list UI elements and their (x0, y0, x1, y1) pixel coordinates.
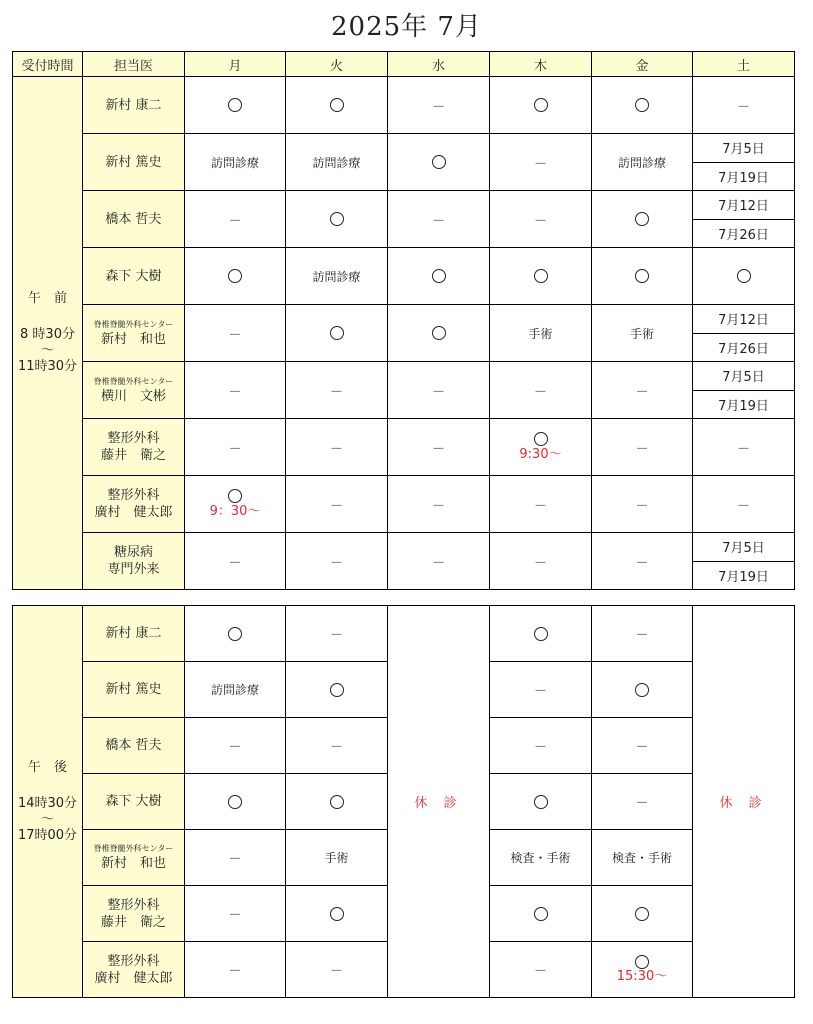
day-cell (286, 248, 388, 305)
available-circle-mark (534, 627, 548, 641)
unavailable-dash: － (228, 964, 242, 979)
schedule-text: 訪問診療 (210, 155, 259, 170)
doctor-name: 橋本 哲夫 (105, 211, 162, 227)
day-cell (286, 134, 388, 191)
wednesday-closed-cell: 休 診 (388, 606, 490, 998)
day-cell (592, 533, 693, 590)
available-circle-mark (534, 98, 548, 112)
saturday-date-cell: 7月19日 (693, 561, 795, 590)
session-end-time: 17時00分 (17, 827, 78, 843)
schedule-text: 訪問診療 (210, 683, 259, 697)
day-cell (286, 77, 388, 134)
day-cell (185, 248, 286, 305)
saturday-date-cell: 7月26日 (693, 333, 795, 362)
day-cell (592, 476, 693, 533)
department-label: 整形外科 (107, 431, 160, 446)
available-circle-mark (534, 795, 548, 809)
doctor-cell (83, 419, 185, 476)
day-cell (592, 305, 693, 362)
schedule-text: 手術 (324, 851, 349, 865)
saturday-date-cell: 7月5日 (693, 134, 795, 163)
day-cell (286, 191, 388, 248)
day-cell (592, 942, 693, 998)
doctor-name: 新村 和也 (100, 856, 166, 871)
doctor-name: 横川 文彬 (100, 388, 166, 404)
day-cell (388, 362, 490, 419)
saturday-cell (693, 419, 795, 476)
day-cell (592, 362, 693, 419)
day-cell (490, 886, 592, 942)
day-cell (286, 662, 388, 718)
day-cell (185, 476, 286, 533)
header-reception-time: 受付時間 (13, 52, 83, 77)
day-cell (490, 533, 592, 590)
day-cell (185, 774, 286, 830)
day-cell (592, 419, 693, 476)
schedule-row (13, 134, 795, 163)
schedule-text: 検査・手術 (611, 851, 672, 865)
unavailable-dash: － (533, 498, 547, 514)
header-doctor: 担当医 (83, 52, 185, 77)
saturday-date-cell: 7月26日 (693, 219, 795, 248)
day-cell (185, 942, 286, 998)
unavailable-dash: － (329, 740, 343, 755)
department-label: 整形外科 (107, 897, 160, 913)
day-cell (490, 419, 592, 476)
doctor-cell (83, 533, 185, 590)
schedule-row (13, 77, 795, 134)
available-circle-mark (534, 269, 548, 283)
available-circle-mark (635, 269, 649, 283)
day-cell (286, 362, 388, 419)
day-cell (490, 718, 592, 774)
day-cell (286, 718, 388, 774)
doctor-cell (83, 774, 185, 830)
start-time-note: 9：30～ (209, 503, 261, 519)
unavailable-dash: － (329, 628, 343, 643)
day-cell (185, 305, 286, 362)
unavailable-dash: － (635, 740, 649, 755)
unavailable-dash: － (635, 498, 649, 514)
day-cell (592, 774, 693, 830)
doctor-cell (83, 662, 185, 718)
available-circle-mark (228, 627, 242, 641)
doctor-cell (83, 248, 185, 305)
unavailable-dash: － (533, 555, 547, 571)
day-cell (286, 606, 388, 662)
day-cell (286, 533, 388, 590)
day-cell (185, 606, 286, 662)
doctor-cell (83, 718, 185, 774)
doctor-name: 専門外来 (107, 562, 160, 577)
unavailable-dash: － (736, 99, 750, 115)
available-circle-mark (432, 155, 446, 169)
day-cell (286, 419, 388, 476)
day-cell (592, 77, 693, 134)
session-label: 午 後 (27, 759, 67, 775)
day-cell (388, 248, 490, 305)
day-cell (592, 134, 693, 191)
doctor-name: 橋本 哲夫 (105, 738, 162, 753)
day-cell (286, 830, 388, 886)
page-title: 2025年 7月 (331, 12, 482, 42)
day-cell (592, 662, 693, 718)
unavailable-dash: － (533, 156, 547, 172)
unavailable-dash: － (228, 852, 242, 867)
session-wave: ～ (40, 811, 54, 827)
unavailable-dash: － (431, 498, 445, 514)
unavailable-dash: － (533, 964, 547, 979)
department-label: 整形外科 (107, 488, 160, 503)
day-cell (185, 662, 286, 718)
unavailable-dash: － (736, 498, 750, 514)
start-time-note: 15:30～ (616, 969, 668, 984)
unavailable-dash: － (329, 498, 343, 514)
saturday-closed-cell: 休 診 (693, 606, 795, 998)
unavailable-dash: － (228, 908, 242, 923)
available-circle-mark (635, 683, 649, 697)
doctor-name: 新村 篤史 (105, 154, 162, 170)
day-cell (592, 606, 693, 662)
department-label: 脊椎脊髄外科センター (93, 319, 174, 329)
day-cell (388, 191, 490, 248)
schedule-text: 訪問診療 (312, 155, 361, 170)
day-cell (490, 191, 592, 248)
day-cell (185, 830, 286, 886)
day-cell (592, 718, 693, 774)
doctor-name: 廣村 健太郎 (94, 505, 173, 520)
unavailable-dash: － (533, 684, 547, 699)
available-circle-mark (330, 326, 344, 340)
am-session-cell (13, 77, 83, 590)
department-label: 脊椎脊髄外科センター (93, 844, 174, 853)
day-cell (185, 191, 286, 248)
header-day-tue: 火 (286, 52, 388, 77)
day-cell (185, 886, 286, 942)
doctor-name: 廣村 健太郎 (94, 970, 173, 986)
available-circle-mark (432, 326, 446, 340)
saturday-date-cell: 7月19日 (693, 162, 795, 191)
available-circle-mark (635, 98, 649, 112)
unavailable-dash: － (329, 384, 343, 400)
schedule-text: 手術 (528, 326, 553, 341)
header-day-fri: 金 (592, 52, 693, 77)
day-cell (490, 830, 592, 886)
day-cell (185, 419, 286, 476)
doctor-cell (83, 362, 185, 419)
available-circle-mark (635, 955, 649, 969)
available-circle-mark (635, 212, 649, 226)
session-start-time: 8 時30分 (20, 327, 75, 342)
schedule-row (13, 362, 795, 391)
day-cell (185, 362, 286, 419)
doctor-name: 新村 康二 (105, 626, 162, 641)
unavailable-dash: － (329, 964, 343, 979)
day-cell (490, 134, 592, 191)
day-cell (592, 886, 693, 942)
unavailable-dash: － (635, 555, 649, 571)
day-cell (490, 305, 592, 362)
available-circle-mark (228, 795, 242, 809)
schedule-text: 検査・手術 (510, 851, 571, 865)
start-time-note: 9:30～ (519, 446, 562, 462)
unavailable-dash: － (431, 441, 445, 457)
unavailable-dash: － (431, 384, 445, 400)
doctor-cell (83, 830, 185, 886)
day-cell (286, 305, 388, 362)
unavailable-dash: － (635, 441, 649, 457)
doctor-cell (83, 886, 185, 942)
day-cell (286, 476, 388, 533)
doctor-cell (83, 191, 185, 248)
available-circle-mark (330, 683, 344, 697)
header-day-sat: 土 (693, 52, 795, 77)
available-circle-mark (635, 907, 649, 921)
unavailable-dash: － (533, 740, 547, 755)
doctor-cell (83, 134, 185, 191)
header-row (13, 52, 795, 77)
saturday-date-cell: 7月12日 (693, 191, 795, 220)
schedule-row (13, 476, 795, 533)
schedule-row (13, 305, 795, 334)
day-cell (490, 942, 592, 998)
day-cell (388, 419, 490, 476)
available-circle-mark (330, 907, 344, 921)
day-cell (388, 305, 490, 362)
schedule-text: 手術 (629, 326, 654, 341)
doctor-name: 藤井 衛之 (100, 914, 166, 930)
doctor-name: 森下 大樹 (105, 268, 162, 284)
unavailable-dash: － (635, 628, 649, 643)
afternoon-schedule-table (12, 605, 795, 998)
unavailable-dash: － (736, 441, 750, 457)
available-circle-mark (228, 489, 242, 503)
available-circle-mark (534, 907, 548, 921)
unavailable-dash: － (329, 555, 343, 571)
session-end-time: 11時30分 (17, 359, 78, 374)
unavailable-dash: － (431, 213, 445, 229)
unavailable-dash: － (431, 99, 445, 115)
unavailable-dash: － (228, 740, 242, 755)
day-cell (388, 134, 490, 191)
doctor-cell (83, 77, 185, 134)
unavailable-dash: － (228, 555, 242, 571)
doctor-name: 新村 篤史 (105, 682, 162, 697)
day-cell (388, 533, 490, 590)
saturday-date-cell: 7月5日 (693, 362, 795, 391)
doctor-cell (83, 476, 185, 533)
department-label: 整形外科 (107, 953, 160, 969)
unavailable-dash: － (533, 213, 547, 229)
session-wave: ～ (40, 343, 54, 358)
unavailable-dash: － (635, 796, 649, 811)
day-cell (490, 774, 592, 830)
day-cell (490, 662, 592, 718)
unavailable-dash: － (329, 441, 343, 457)
saturday-date-cell: 7月5日 (693, 533, 795, 562)
day-cell (388, 476, 490, 533)
schedule-row (13, 606, 795, 662)
doctor-name: 藤井 衛之 (100, 448, 166, 463)
department-label: 糖尿病 (113, 545, 153, 560)
day-cell (592, 248, 693, 305)
available-circle-mark (330, 212, 344, 226)
unavailable-dash: － (228, 441, 242, 457)
saturday-cell (693, 476, 795, 533)
saturday-cell (693, 248, 795, 305)
unavailable-dash: － (635, 384, 649, 400)
unavailable-dash: － (228, 213, 242, 229)
doctor-cell (83, 606, 185, 662)
available-circle-mark (330, 98, 344, 112)
morning-schedule-table (12, 51, 795, 590)
day-cell (185, 718, 286, 774)
schedule-row (13, 191, 795, 220)
day-cell (388, 77, 490, 134)
day-cell (185, 134, 286, 191)
available-circle-mark (330, 795, 344, 809)
saturday-date-cell: 7月19日 (693, 390, 795, 419)
pm-session-cell (13, 606, 83, 998)
doctor-cell (83, 942, 185, 998)
schedule-row (13, 248, 795, 305)
session-start-time: 14時30分 (17, 795, 78, 811)
header-day-mon: 月 (185, 52, 286, 77)
schedule-row (13, 533, 795, 562)
doctor-name: 新村 和也 (100, 331, 166, 347)
day-cell (490, 476, 592, 533)
day-cell (490, 362, 592, 419)
unavailable-dash: － (228, 384, 242, 400)
schedule-row (13, 419, 795, 476)
available-circle-mark (737, 269, 751, 283)
available-circle-mark (534, 432, 548, 446)
available-circle-mark (228, 269, 242, 283)
saturday-date-cell: 7月12日 (693, 305, 795, 334)
day-cell (592, 830, 693, 886)
day-cell (592, 191, 693, 248)
header-day-wed: 水 (388, 52, 490, 77)
available-circle-mark (432, 269, 446, 283)
schedule-text: 訪問診療 (617, 155, 666, 170)
department-label: 脊椎脊髄外科センター (93, 376, 174, 386)
session-label: 午 前 (27, 291, 67, 306)
day-cell (286, 942, 388, 998)
header-day-thu: 木 (490, 52, 592, 77)
schedule-text: 訪問診療 (312, 269, 361, 284)
available-circle-mark (228, 98, 242, 112)
saturday-cell (693, 77, 795, 134)
doctor-name: 森下 大樹 (105, 794, 162, 809)
unavailable-dash: － (533, 384, 547, 400)
day-cell (490, 248, 592, 305)
day-cell (490, 606, 592, 662)
day-cell (185, 77, 286, 134)
doctor-name: 新村 康二 (105, 97, 162, 113)
unavailable-dash: － (228, 327, 242, 343)
day-cell (185, 533, 286, 590)
unavailable-dash: － (431, 555, 445, 571)
day-cell (286, 774, 388, 830)
day-cell (490, 77, 592, 134)
doctor-cell (83, 305, 185, 362)
day-cell (286, 886, 388, 942)
